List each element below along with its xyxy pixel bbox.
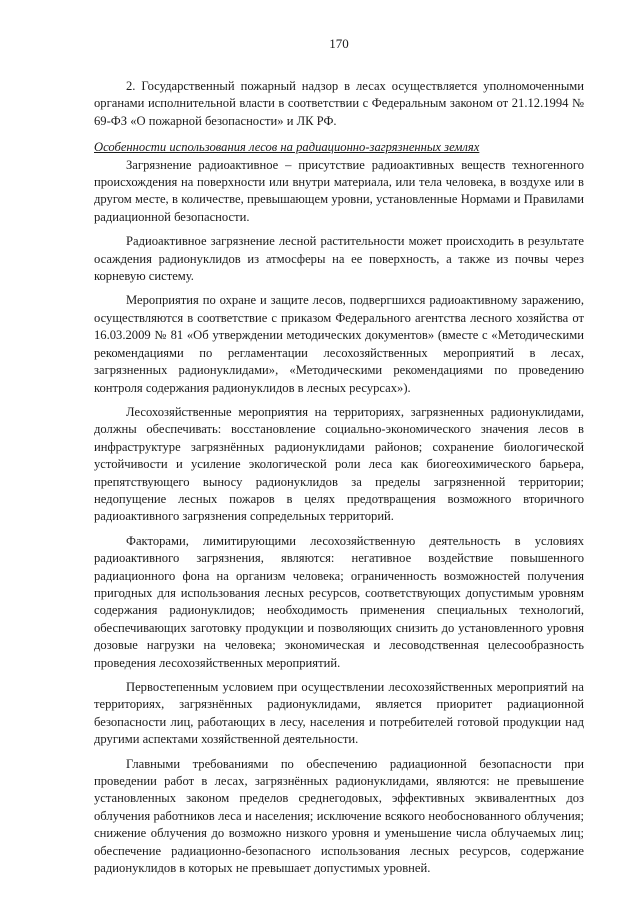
- paragraph-contamination-definition: Загрязнение радиоактивное – присутствие радиоактивных веществ техногенного происхождения на поверхности или внутри материала, или тела человека, в воздухе или в другом месте, в количестве, превышающем уровни, установленные Нормами и Правилами радиационной безопасности.: [94, 157, 584, 224]
- paragraph-safety-requirements: Главными требованиями по обеспечению радиационной безопасности при проведении работ в лесах, загрязнённых радионуклидами, являются: не превышение установленных законом пределов среднегодовых, эффективных эквивалентных доз облучения работников леса и населения; исключение всякого необоснованного облучения; снижение облучения до возможно низкого уровня и уменьшение числа облучаемых лиц; обеспечение радиационно-безопасного использования лесных ресурсов, содержание радионуклидов в которых не превышает допустимых уровней.: [94, 756, 584, 876]
- paragraph-limiting-factors: Факторами, лимитирующими лесохозяйственную деятельность в условиях радиоактивного загрязнения, являются: негативное воздействие повышенного радиационного фона на организм человека; ограниченность возможностей получения пригодных для использования лесных ресурсов, соответствующих допустимым уровням содержания радионуклидов; необходимость применения специальных технологий, обеспечивающих заготовку продукции и позволяющих снизить до установленного уровня дозовые нагрузки на человека; экономическая и лесоводственная целесообразность проведения лесохозяйственных мероприятий.: [94, 533, 584, 670]
- paragraph-protection-measures: Мероприятия по охране и защите лесов, подвергшихся радиоактивному заражению, осуществляются в соответствие с приказом Федерального агентства лесного хозяйства от 16.03.2009 № 81 «Об утверждении методических документов» (вместе с «Методическими рекомендациями по регламентации лесохозяйственных мероприятий в лесах, загрязненных радионуклидами», «Методическими рекомендациями по проведению контроля содержания радионуклидов в лесных ресурсах»).: [94, 293, 584, 395]
- page-number: 170: [329, 36, 349, 51]
- paragraph-fire-supervision: 2. Государственный пожарный надзор в лесах осуществляется уполномоченными органами исполнительной власти в соответствии с Федеральным законом от 21.12.1994 № 69-ФЗ «О пожарной безопасности» и ЛК РФ.: [94, 79, 584, 128]
- paragraph-priority-condition: Первостепенным условием при осуществлении лесохозяйственных мероприятий на территориях, загрязнённых радионуклидами, является приоритет радиационной безопасности лиц, работающих в лесу, населения и потребителей готовой продукции над другими аспектами хозяйственной деятельности.: [94, 680, 584, 747]
- section-heading: Особенности использования лесов на радиационно-загрязненных землях: [94, 140, 480, 155]
- paragraph-forestry-measures: Лесохозяйственные мероприятия на территориях, загрязненных радионуклидами, должны обеспечивать: восстановление социально-экономического значения лесов в инфраструктуре загрязнённых радионуклидами районов; сохранение биологической устойчивости и усиление экологической роли леса как биогеохимического барьера, препятствующего выносу радионуклидов за пределы загрязненной территории; недопущение лесных пожаров в целях предотвращения возможного вторичного радиоактивного загрязнения сопредельных территорий.: [94, 404, 584, 524]
- paragraph-vegetation-contamination: Радиоактивное загрязнение лесной растительности может происходить в результате осаждения радионуклидов из атмосферы на ее поверхность, а также из почвы через корневую систему.: [94, 234, 584, 284]
